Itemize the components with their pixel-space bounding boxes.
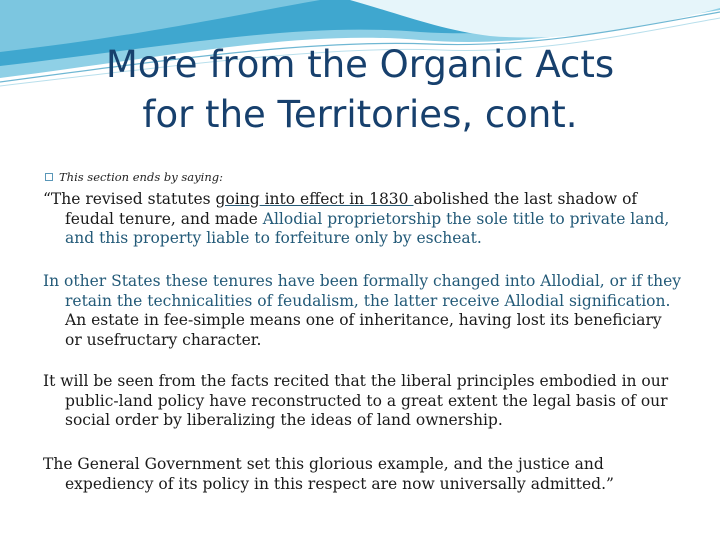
- p1-highlighted-text: Allodial proprietorship the sole title to private land, and this property liable to forfeiture only by escheat.: [65, 209, 670, 247]
- p2-text-b: An estate in fee-simple means one of inheritance, having lost its beneficiary or usefructary character.: [65, 311, 662, 349]
- quote-paragraph-2: [43, 272, 683, 350]
- quote-paragraph-1: [43, 190, 683, 249]
- p1-underlined-date: going into effect in 1830: [215, 190, 414, 208]
- quote-paragraph-3: It will be seen from the facts recited that the liberal principles embodied in our public-land policy have reconstructed to a great extent the legal basis of our social order by liberalizing the ideas of land ownership.: [43, 372, 669, 429]
- p1-text-a: “The revised statutes: [43, 190, 216, 208]
- quote-paragraph-4: The General Government set this glorious example, and the justice and expediency of its policy in this respect are now universally admitted.”: [43, 455, 614, 493]
- p2-highlighted-text: In other States these tenures have been formally changed into Allodial, or if they retain the technicalities of feudalism, the latter receive Allodial signification.: [43, 272, 682, 310]
- title-line-2: for the Territories, cont.: [142, 93, 578, 136]
- slide-title: [0, 40, 720, 140]
- bullet-intro: [45, 170, 223, 184]
- bullet-square-icon: [45, 173, 53, 181]
- p1-text-c: abolished the last shadow of feudal tenure, and made: [65, 190, 638, 228]
- title-line-1: More from the Organic Acts: [105, 43, 615, 86]
- bullet-text: This section ends by saying:: [59, 170, 223, 184]
